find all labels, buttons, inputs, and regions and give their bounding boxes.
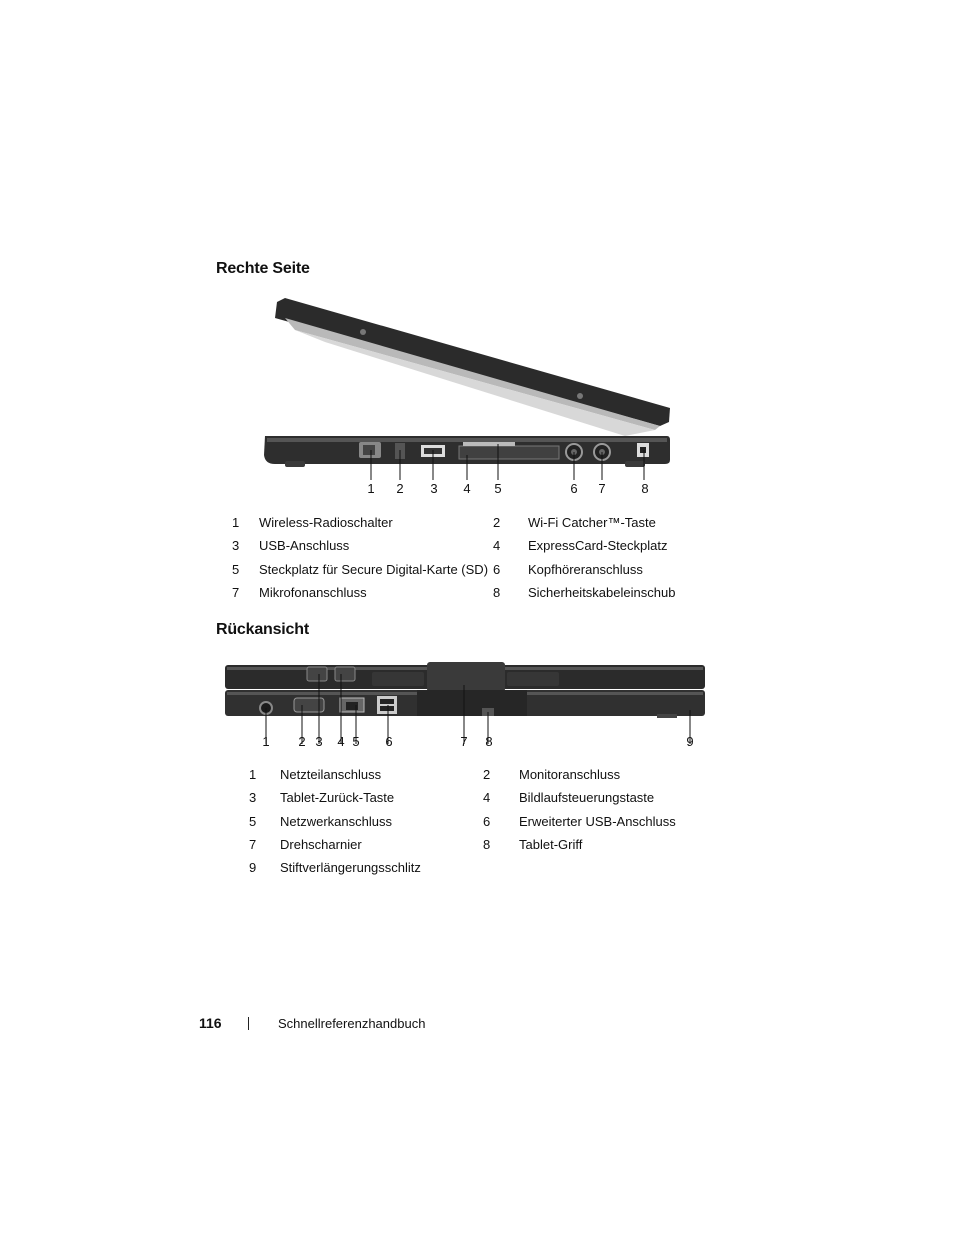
legend-number: 4 [483, 790, 491, 806]
legend-label: Mikrofonanschluss [259, 585, 367, 601]
back-view-legend-table [249, 763, 676, 879]
right-side-legend-table [232, 511, 675, 604]
legend-number [483, 856, 519, 879]
legend-label: Wi-Fi Catcher™-Taste [528, 515, 656, 531]
section-title-right-side: Rechte Seite [216, 260, 310, 277]
callout-number: 1 [367, 481, 375, 496]
legend-number: 8 [493, 585, 501, 601]
callout-number: 6 [570, 481, 578, 496]
legend-number: 7 [249, 837, 257, 853]
callout-number: 3 [430, 481, 438, 496]
legend-label: Erweiterter USB-Anschluss [519, 813, 676, 829]
laptop-back-view-image [222, 660, 708, 744]
legend-row [249, 856, 676, 879]
legend-number: 3 [232, 538, 240, 554]
callout-number: 4 [463, 481, 471, 496]
legend-label: Tablet-Griff [519, 837, 583, 853]
callout-number: 5 [494, 481, 502, 496]
legend-label [519, 856, 676, 879]
legend-number: 3 [249, 790, 257, 806]
legend-row [249, 810, 676, 833]
legend-label: Sicherheitskabeleinschub [528, 585, 676, 601]
callout-number: 1 [262, 734, 270, 749]
callout-number: 3 [315, 734, 323, 749]
legend-label: ExpressCard-Steckplatz [528, 538, 668, 554]
legend-number: 2 [493, 515, 501, 531]
callout-number: 6 [385, 734, 393, 749]
legend-label: Tablet-Zurück-Taste [280, 790, 395, 806]
legend-label: Bildlaufsteuerungstaste [519, 790, 655, 806]
legend-label: Monitoranschluss [519, 767, 621, 783]
legend-number: 6 [493, 561, 501, 577]
section-title-back-view: Rückansicht [216, 621, 309, 638]
legend-label: Drehscharnier [280, 837, 362, 853]
legend-row [249, 833, 676, 856]
legend-number: 5 [249, 813, 257, 829]
callout-number: 2 [298, 734, 306, 749]
legend-row [232, 534, 675, 557]
callout-number: 7 [598, 481, 606, 496]
legend-label: Kopfhöreranschluss [528, 561, 643, 577]
callout-number: 9 [686, 734, 694, 749]
legend-row [232, 558, 675, 581]
legend-number: 7 [232, 585, 240, 601]
legend-row [232, 511, 675, 534]
laptop-right-side-image [255, 290, 675, 480]
legend-label: Stiftverlängerungsschlitz [280, 860, 421, 876]
callout-number: 5 [352, 734, 360, 749]
legend-label: Steckplatz für Secure Digital-Karte (SD) [259, 561, 489, 577]
legend-label: Wireless-Radioschalter [259, 515, 393, 531]
legend-row [249, 786, 676, 809]
legend-number: 1 [232, 515, 240, 531]
legend-number: 5 [232, 561, 240, 577]
callout-number: 8 [641, 481, 649, 496]
footer-divider [248, 1017, 249, 1030]
callout-number: 4 [337, 734, 345, 749]
legend-number: 2 [483, 767, 491, 783]
legend-number: 9 [249, 860, 257, 876]
callout-number: 8 [485, 734, 493, 749]
legend-label: USB-Anschluss [259, 538, 350, 554]
callout-number: 2 [396, 481, 404, 496]
legend-row [232, 581, 675, 604]
page-number: 116 [199, 1015, 222, 1031]
legend-number: 8 [483, 837, 491, 853]
legend-number: 6 [483, 813, 491, 829]
legend-number: 4 [493, 538, 501, 554]
legend-row [249, 763, 676, 786]
callout-number: 7 [460, 734, 468, 749]
legend-label: Netzteilanschluss [280, 767, 382, 783]
footer-book-title: Schnellreferenzhandbuch [278, 1016, 426, 1031]
legend-label: Netzwerkanschluss [280, 813, 392, 829]
legend-number: 1 [249, 767, 257, 783]
